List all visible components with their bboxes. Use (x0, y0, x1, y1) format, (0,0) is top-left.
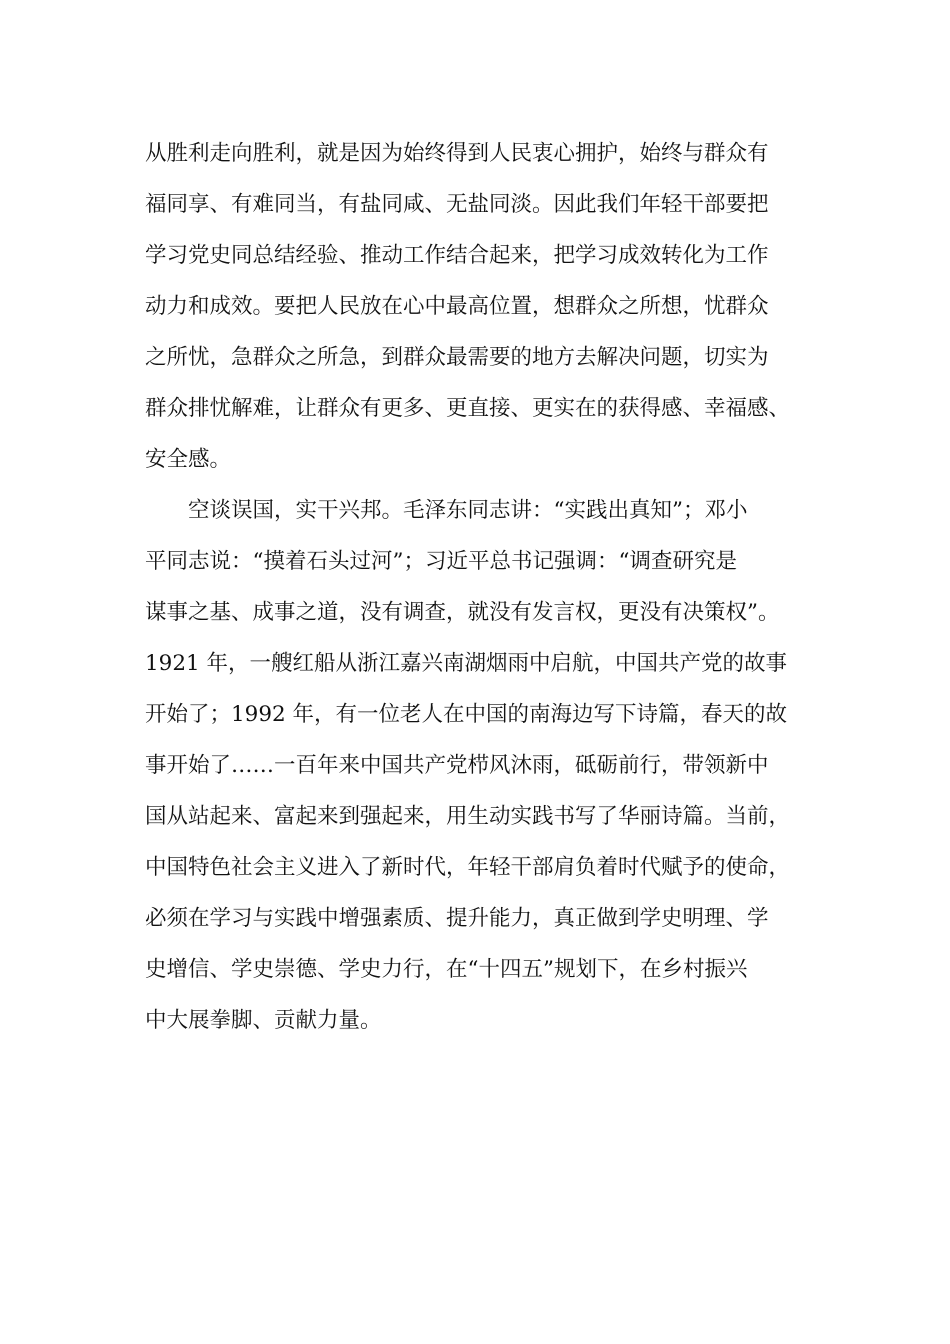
text-line: 之所忧，急群众之所急，到群众最需要的地方去解决问题，切实为 (145, 345, 769, 370)
text-line: 学习党史同总结经验、推动工作结合起来，把学习成效转化为工作 (145, 243, 769, 268)
text-line: 中大展拳脚、贡献力量。 (145, 1008, 382, 1033)
text-line: 中国特色社会主义进入了新时代，年轻干部肩负着时代赋予的使命， (145, 855, 791, 880)
text-line: 必须在学习与实践中增强素质、提升能力，真正做到学史明理、学 (145, 906, 769, 931)
text-line: 平同志说：“摸着石头过河”；习近平总书记强调：“调查研究是 (145, 549, 737, 574)
paragraph-2 (145, 485, 815, 1046)
text-line: 1921 年，一艘红船从浙江嘉兴南湖烟雨中启航，中国共产党的故事 (145, 651, 788, 676)
text-line: 事开始了……一百年来中国共产党栉风沐雨，砥砺前行，带领新中 (145, 753, 769, 778)
text-line: 福同享、有难同当，有盐同咸、无盐同淡。因此我们年轻干部要把 (145, 192, 769, 217)
text-line: 谋事之基、成事之道，没有调查，就没有发言权，更没有决策权”。 (145, 600, 780, 625)
text-line: 国从站起来、富起来到强起来，用生动实践书写了华丽诗篇。当前， (145, 804, 791, 829)
text-line: 动力和成效。要把人民放在心中最高位置，想群众之所想，忧群众 (145, 294, 769, 319)
text-line: 群众排忧解难，让群众有更多、更直接、更实在的获得感、幸福感、 (145, 396, 791, 421)
text-line: 安全感。 (145, 447, 232, 472)
text-line: 空谈误国，实干兴邦。毛泽东同志讲：“实践出真知”；邓小 (145, 498, 748, 523)
text-line: 从胜利走向胜利，就是因为始终得到人民衷心拥护，始终与群众有 (145, 141, 769, 166)
paragraph-1 (145, 128, 815, 485)
text-line: 史增信、学史崇德、学史力行，在“十四五”规划下，在乡村振兴 (145, 957, 748, 982)
text-line: 开始了；1992 年，有一位老人在中国的南海边写下诗篇，春天的故 (145, 702, 788, 727)
document-body (145, 128, 815, 1046)
